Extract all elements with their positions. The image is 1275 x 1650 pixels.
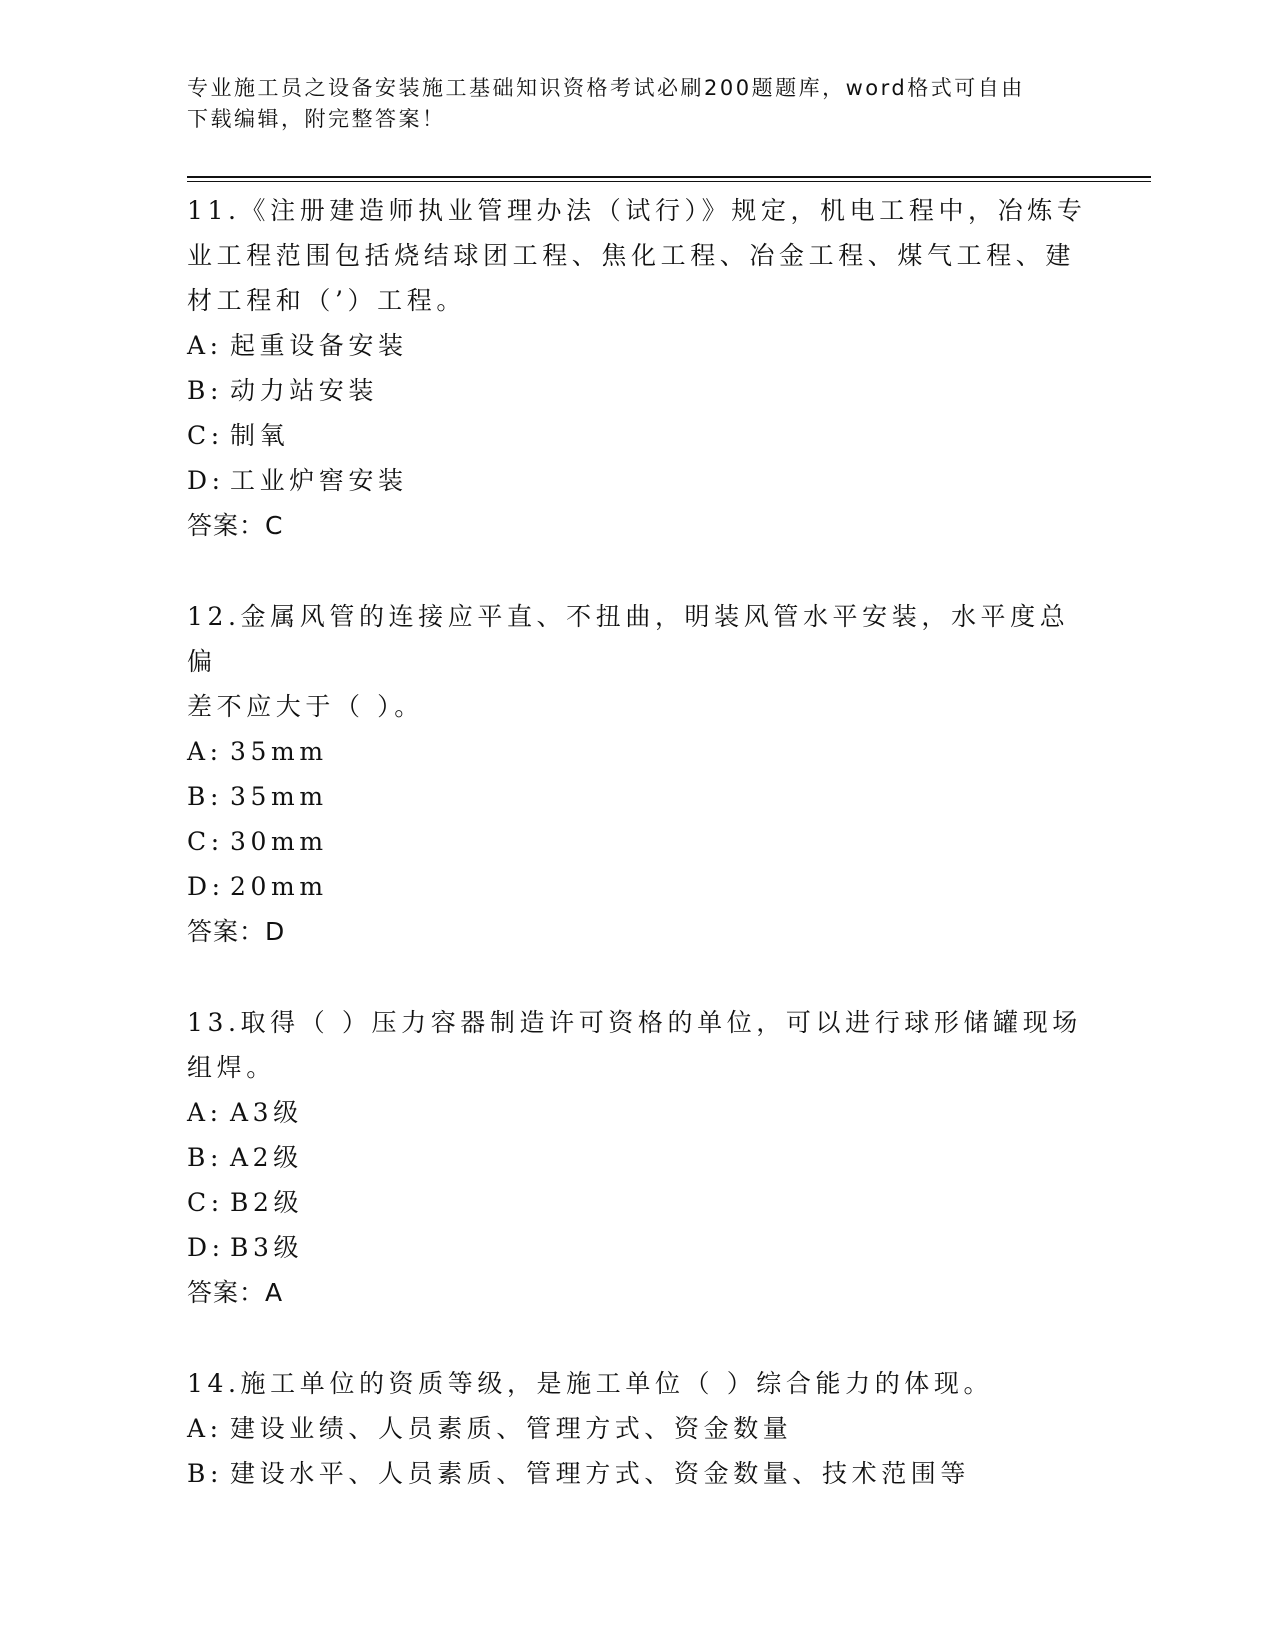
option-text: 35mm — [230, 782, 328, 811]
stem-line: 13.取得（ ）压力容器制造许可资格的单位，可以进行球形储罐现场 — [187, 1008, 1082, 1037]
option-text: 建设业绩、人员素质、管理方式、资金数量 — [230, 1414, 793, 1443]
option-b — [187, 1135, 1087, 1180]
option-letter: C: — [187, 1188, 224, 1217]
option-d — [187, 864, 1087, 909]
option-text: 制氧 — [230, 421, 290, 450]
option-text: A2级 — [230, 1143, 303, 1172]
option-a — [187, 729, 1087, 774]
document-header — [187, 73, 1067, 135]
option-text: 工业炉窖安装 — [230, 466, 408, 495]
option-letter: B: — [187, 1143, 223, 1172]
option-text: B2级 — [230, 1188, 304, 1217]
header-line-2: 下载编辑，附完整答案！ — [187, 107, 446, 131]
option-letter: D: — [187, 466, 225, 495]
option-text: 动力站安装 — [230, 376, 379, 405]
option-d — [187, 458, 1087, 503]
option-list — [187, 1090, 1087, 1270]
header-divider-thick — [187, 176, 1151, 178]
option-c — [187, 1180, 1087, 1225]
option-letter: C: — [187, 421, 224, 450]
option-letter: D: — [187, 1233, 225, 1262]
option-b — [187, 1451, 1087, 1496]
question-12 — [187, 594, 1087, 954]
option-b — [187, 774, 1087, 819]
option-text: 建设水平、人员素质、管理方式、资金数量、技术范围等 — [230, 1459, 971, 1488]
question-14 — [187, 1361, 1087, 1496]
header-divider-thin — [187, 181, 1151, 182]
stem-line: 材工程和（’）工程。 — [187, 286, 466, 315]
option-text: 起重设备安装 — [230, 331, 408, 360]
option-text: 30mm — [230, 827, 328, 856]
option-letter: A: — [187, 331, 223, 360]
option-a — [187, 323, 1087, 368]
question-list — [187, 188, 1087, 1542]
option-letter: A: — [187, 1414, 223, 1443]
stem-line: 差不应大于（ ）。 — [187, 692, 424, 721]
answer-line: 答案：A — [187, 1278, 284, 1307]
option-b — [187, 368, 1087, 413]
option-text: B3级 — [230, 1233, 304, 1262]
option-a — [187, 1090, 1087, 1135]
option-letter: B: — [187, 782, 223, 811]
option-c — [187, 819, 1087, 864]
stem-line: 12.金属风管的连接应平直、不扭曲，明装风管水平安装，水平度总偏 — [187, 602, 1070, 676]
stem-line: 14.施工单位的资质等级，是施工单位（ ）综合能力的体现。 — [187, 1369, 994, 1398]
option-list — [187, 323, 1087, 503]
option-a — [187, 1406, 1087, 1451]
question-11 — [187, 188, 1087, 548]
option-d — [187, 1225, 1087, 1270]
option-list — [187, 729, 1087, 909]
answer-line: 答案：D — [187, 917, 286, 946]
option-letter: D: — [187, 872, 225, 901]
question-stem — [187, 594, 1087, 729]
option-text: 35mm — [230, 737, 328, 766]
option-letter: B: — [187, 376, 223, 405]
header-line-1: 专业施工员之设备安装施工基础知识资格考试必刷200题题库，word格式可自由 — [187, 76, 1025, 100]
option-text: A3级 — [230, 1098, 303, 1127]
stem-line: 业工程范围包括烧结球团工程、焦化工程、冶金工程、煤气工程、建 — [187, 241, 1076, 270]
option-c — [187, 413, 1087, 458]
question-stem — [187, 1361, 1087, 1406]
stem-line: 11.《注册建造师执业管理办法（试行）》规定，机电工程中，冶炼专 — [187, 196, 1087, 225]
question-stem — [187, 188, 1087, 323]
question-13 — [187, 1000, 1087, 1315]
option-list — [187, 1406, 1087, 1496]
option-text: 20mm — [230, 872, 328, 901]
answer-line: 答案：C — [187, 511, 284, 540]
question-stem — [187, 1000, 1087, 1090]
option-letter: C: — [187, 827, 224, 856]
stem-line: 组焊。 — [187, 1053, 276, 1082]
option-letter: B: — [187, 1459, 223, 1488]
option-letter: A: — [187, 737, 223, 766]
option-letter: A: — [187, 1098, 223, 1127]
